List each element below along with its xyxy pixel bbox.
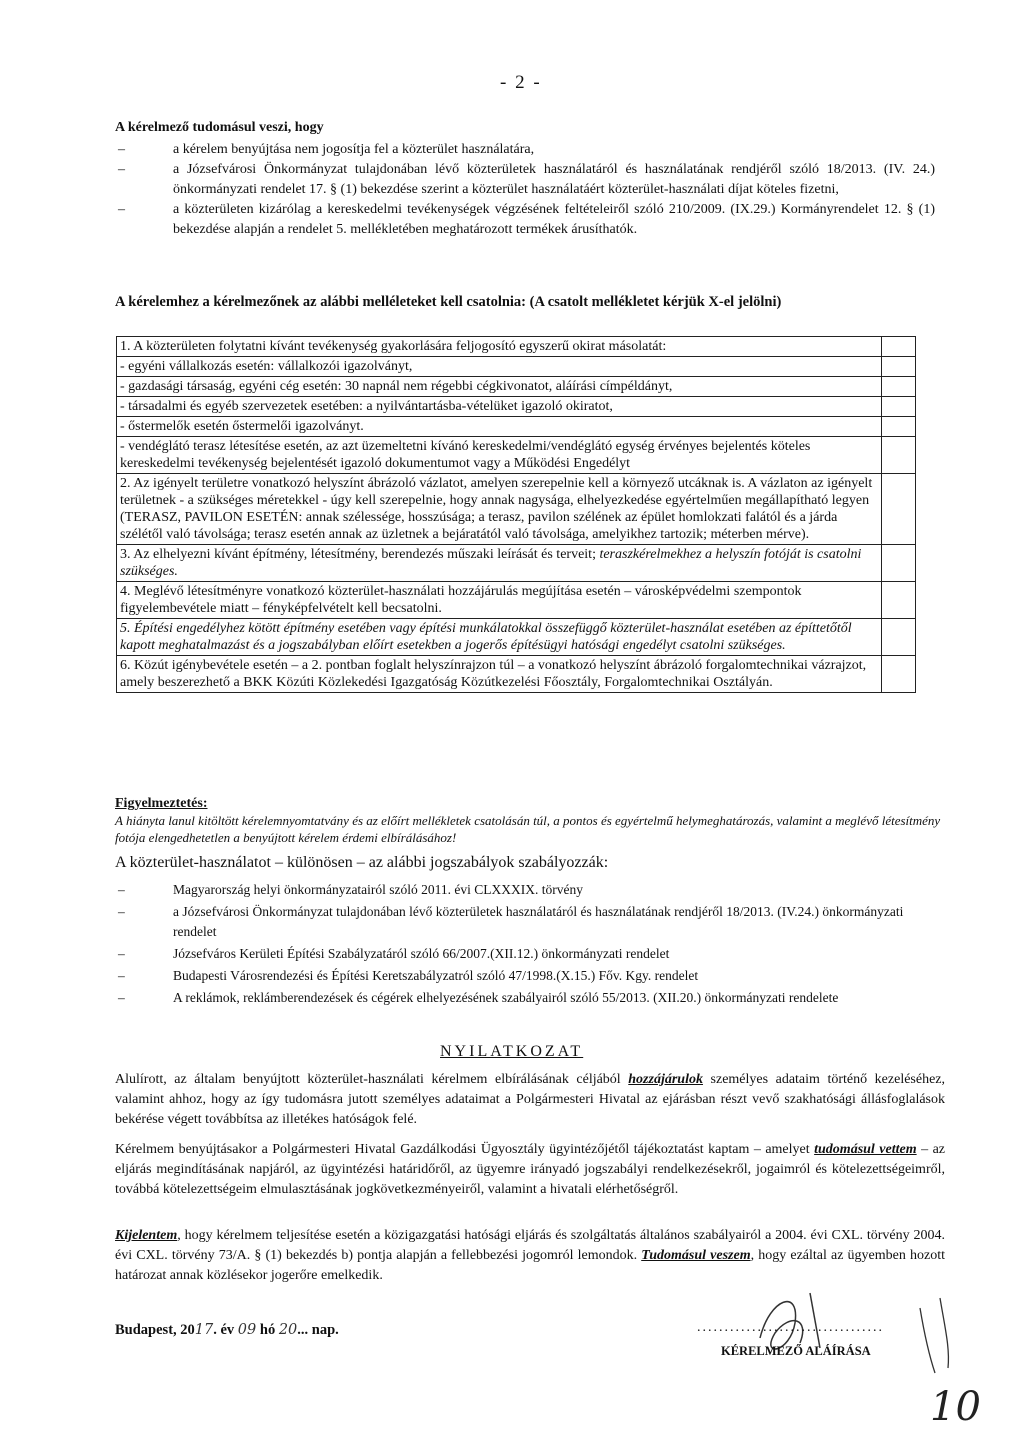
attachment-text: - vendéglátó terasz létesítése esetén, az azt üzemeltetni kívánó kereskedelmi/vendéglátó egység érvényes bejelentés köteles kereskedelmi tevékenység bejelentését igazoló dokumentumot vagy a Működési Engedélyt xyxy=(117,437,882,474)
list-item: – Budapesti Városrendezési és Építési Keretszabályzatról szóló 47/1998.(X.15.) Főv. Kgy. rendelet xyxy=(115,966,945,986)
place-date xyxy=(115,1322,339,1339)
notice-section xyxy=(115,795,945,846)
table-row xyxy=(117,357,916,377)
table-row xyxy=(117,417,916,437)
table-row xyxy=(117,337,916,357)
table-row xyxy=(117,474,916,545)
attachment-text: 6. Közút igénybevétele esetén – a 2. pontban foglalt helyszínrajzon túl – a vonatkozó helyszínt ábrázoló forgalomtechnikai vázrajzot, amely beszerezhető a BKK Közúti Közlekedési Igazgatóság Közútkezelési Főosztály, Forgalomtechnikai Osztályán. xyxy=(117,656,882,693)
acknowledgement-list xyxy=(115,140,935,240)
text: – az eljárás megindításának napjáról, az ügyintézési határidőről, az ügyemre irányadó jogszabályi rendelkezésekről, jogaimról és kötelezettségeimről, továbbá kötelezettségeim elmulasztásának jogkövetkezményeiről, valamint a hivatali elérhetőségről. xyxy=(115,1142,946,1197)
checkbox-cell[interactable] xyxy=(882,377,916,397)
attachment-text-italic: teraszkérelmekhez a helyszín fotóját is csatolni szükséges. xyxy=(120,547,862,579)
checkbox-cell[interactable] xyxy=(882,582,916,619)
place-label: Budapest, 20 xyxy=(115,1322,195,1338)
list-item: – Józsefváros Kerületi Építési Szabályzatáról szóló 66/2007.(XII.12.) önkormányzati rendelet xyxy=(115,944,945,964)
text: Alulírott, az általam benyújtott közterület-használati kérelmem elbírálásának céljából xyxy=(115,1072,621,1087)
table-row xyxy=(117,619,916,656)
table-row xyxy=(117,377,916,397)
handwritten-year: 17 xyxy=(194,1322,214,1338)
table-row xyxy=(117,437,916,474)
table-row xyxy=(117,397,916,417)
signature-line: .................................. xyxy=(697,1320,884,1335)
declaration-paragraph-3 xyxy=(115,1226,945,1286)
emphasis: hozzájárulok xyxy=(628,1072,703,1087)
table-row xyxy=(117,582,916,619)
handwritten-page-mark: 10 xyxy=(930,1384,981,1430)
attachments-table xyxy=(116,336,916,693)
acknowledgement-section xyxy=(115,118,935,240)
text: , hogy ezáltal az ügyemben hozott határozat annak közlésekor jogerőre emelkedik. xyxy=(115,1248,945,1283)
day-label: ... nap. xyxy=(297,1322,339,1338)
declaration-paragraph-2 xyxy=(115,1140,945,1200)
table-row xyxy=(117,545,916,582)
attachment-text: - egyéni vállalkozás esetén: vállalkozói igazolványt, xyxy=(117,357,882,377)
text: személyes adataim történő kezeléséhez, valamint ahhoz, hogy az így tudomásra jutott személyes adataimat a Polgármesteri Hivatal az ejárásban részt vevő szakhatósági állásfoglalások bekérése végett továbbítsa az illetékes hatóságok felé. xyxy=(115,1072,946,1127)
checkbox-cell[interactable] xyxy=(882,337,916,357)
text: Kérelmem benyújtásakor a Polgármesteri Hivatal Gazdálkodási Ügyosztály ügyintézőjétől tájékoztatást kaptam – amelyet xyxy=(115,1142,810,1157)
checkbox-cell[interactable] xyxy=(882,619,916,656)
handwritten-month: 09 xyxy=(237,1322,257,1338)
list-item: – a közterületen kizárólag a kereskedelmi tevékenységek végzésének feltételeiről szóló 210/2009. (IX.29.) Kormányrendelet 12. § (1) bekezdése alapján a rendelet 5. mellékletében meghatározott termékek árusíthatók. xyxy=(115,200,935,240)
list-item: – A reklámok, reklámberendezések és cégérek elhelyezésének szabályairól szóló 55/2013. (XII.20.) önkormányzati rendelete xyxy=(115,988,945,1008)
signature-label: KÉRELMEZŐ ALÁÍRÁSA xyxy=(721,1344,871,1358)
attachment-text: - társadalmi és egyéb szervezetek esetében: a nyilvántartásba-vételüket igazoló okiratot, xyxy=(117,397,882,417)
notice-title: Figyelmeztetés: xyxy=(115,796,208,811)
attachments-heading: A kérelemhez a kérelmezőnek az alábbi melléleteket kell csatolnia: (A csatolt mellékletet kérjük X-el jelölni) xyxy=(115,294,782,310)
checkbox-cell[interactable] xyxy=(882,417,916,437)
emphasis: Tudomásul veszem xyxy=(641,1248,751,1263)
handwritten-day: 20 xyxy=(278,1322,298,1338)
emphasis: Kijelentem xyxy=(115,1228,178,1243)
regulations-intro: A közterület-használatot – különösen – az alábbi jogszabályok szabályozzák: xyxy=(115,854,609,871)
checkbox-cell[interactable] xyxy=(882,437,916,474)
emphasis: tudomásul vettem xyxy=(814,1142,917,1157)
notice-text: A hiányta lanul kitöltött kérelemnyomtatvány és az előírt mellékletek csatolásán túl, a pontos és egyértelmű helymeghatározás, valamint a meglévő létesítmény fotója elengedhetetlen a benyújtott kérelem érdemi elbírálásához! xyxy=(115,813,941,845)
table-row xyxy=(117,656,916,693)
regulations-section xyxy=(115,852,945,1010)
regulations-list xyxy=(115,880,945,1008)
list-item: – Magyarország helyi önkormányzatairól szóló 2011. évi CLXXXIX. törvény xyxy=(115,880,945,900)
checkbox-cell[interactable] xyxy=(882,545,916,582)
list-item: – a Józsefvárosi Önkormányzat tulajdonában lévő közterületek használatáról és használatának rendjéről szóló 18/2013. (IV. 24.) önkormányzati rendelet 17. § (1) bekezdése szerint a közterület használatáért közterület-használati díjat köteles fizetni, xyxy=(115,160,935,200)
declaration-title: NYILATKOZAT xyxy=(440,1043,584,1060)
page-number: - 2 - xyxy=(500,72,542,93)
declaration-paragraph-1 xyxy=(115,1070,945,1130)
checkbox-cell[interactable] xyxy=(882,474,916,545)
attachment-text: 5. Építési engedélyhez kötött építmény esetében vagy építési munkálatokkal összefüggő közterület-használat esetében az építtetőtől kapott meghatalmazást és a jogszabályban előírt esetekben a jogerős építésügyi hatósági engedélyt csatolni szükséges. xyxy=(117,619,882,656)
text: , hogy kérelmem teljesítése esetén a közigazgatási hatósági eljárás és szolgáltatás általános szabályairól a 2004. évi CXL. törvény 2004. évi CXL. törvény 73/A. § (1) bekezdés b) pontja alapján a fellebbezési jogomról lemondok. xyxy=(115,1228,945,1263)
checkbox-cell[interactable] xyxy=(882,357,916,377)
attachment-text: 1. A közterületen folytatni kívánt tevékenység gyakorlására feljogosító egyszerű okirat másolatát: xyxy=(117,337,882,357)
list-item: – a Józsefvárosi Önkormányzat tulajdonában lévő közterületek használatáról és használatának rendjéről 18/2013. (IV.24.) önkormányzati rendelet xyxy=(115,902,945,942)
attachment-text: 2. Az igényelt területre vonatkozó helyszínt ábrázoló vázlatot, amelyen szerepelnie kell a környező utcáknak is. A vázlaton az igényelt területnek - a szükséges méretekkel - úgy kell szerepelnie, hogy annak nagysága, elhelyezkedése egyértelműen megállapítható legyen (TERASZ, PAVILON ESETÉN: annak szélessége, hosszúsága; a terasz, pavilon szélének az épület homlokzati falától és a járda szélétől való távolsága; terasz esetén annak az üzletnek a bejáratától való távolsága, amelyikhez tartozik; méterben mérve). xyxy=(117,474,882,545)
attachment-text: - őstermelők esetén őstermelői igazolványt. xyxy=(117,417,882,437)
acknowledgement-heading: A kérelmező tudomásul veszi, hogy xyxy=(115,120,324,135)
month-label: hó xyxy=(259,1322,276,1338)
attachment-text-main: 3. Az elhelyezni kívánt építmény, létesítmény, berendezés műszaki leírását és terveit; xyxy=(120,547,596,562)
checkbox-cell[interactable] xyxy=(882,656,916,693)
attachment-text: - gazdasági társaság, egyéni cég esetén: 30 napnál nem régebbi cégkivonatot, aláírási címpéldányt, xyxy=(117,377,882,397)
attachment-text: 4. Meglévő létesítményre vonatkozó közterület-használati hozzájárulás megújítása esetén – városképvédelmi szempontok figyelembevétele miatt – fényképfelvételt kell becsatolni. xyxy=(117,582,882,619)
attachment-text xyxy=(117,545,882,582)
list-item: – a kérelem benyújtása nem jogosítja fel a közterület használatára, xyxy=(115,140,935,160)
year-label: . év xyxy=(213,1322,235,1338)
checkbox-cell[interactable] xyxy=(882,397,916,417)
